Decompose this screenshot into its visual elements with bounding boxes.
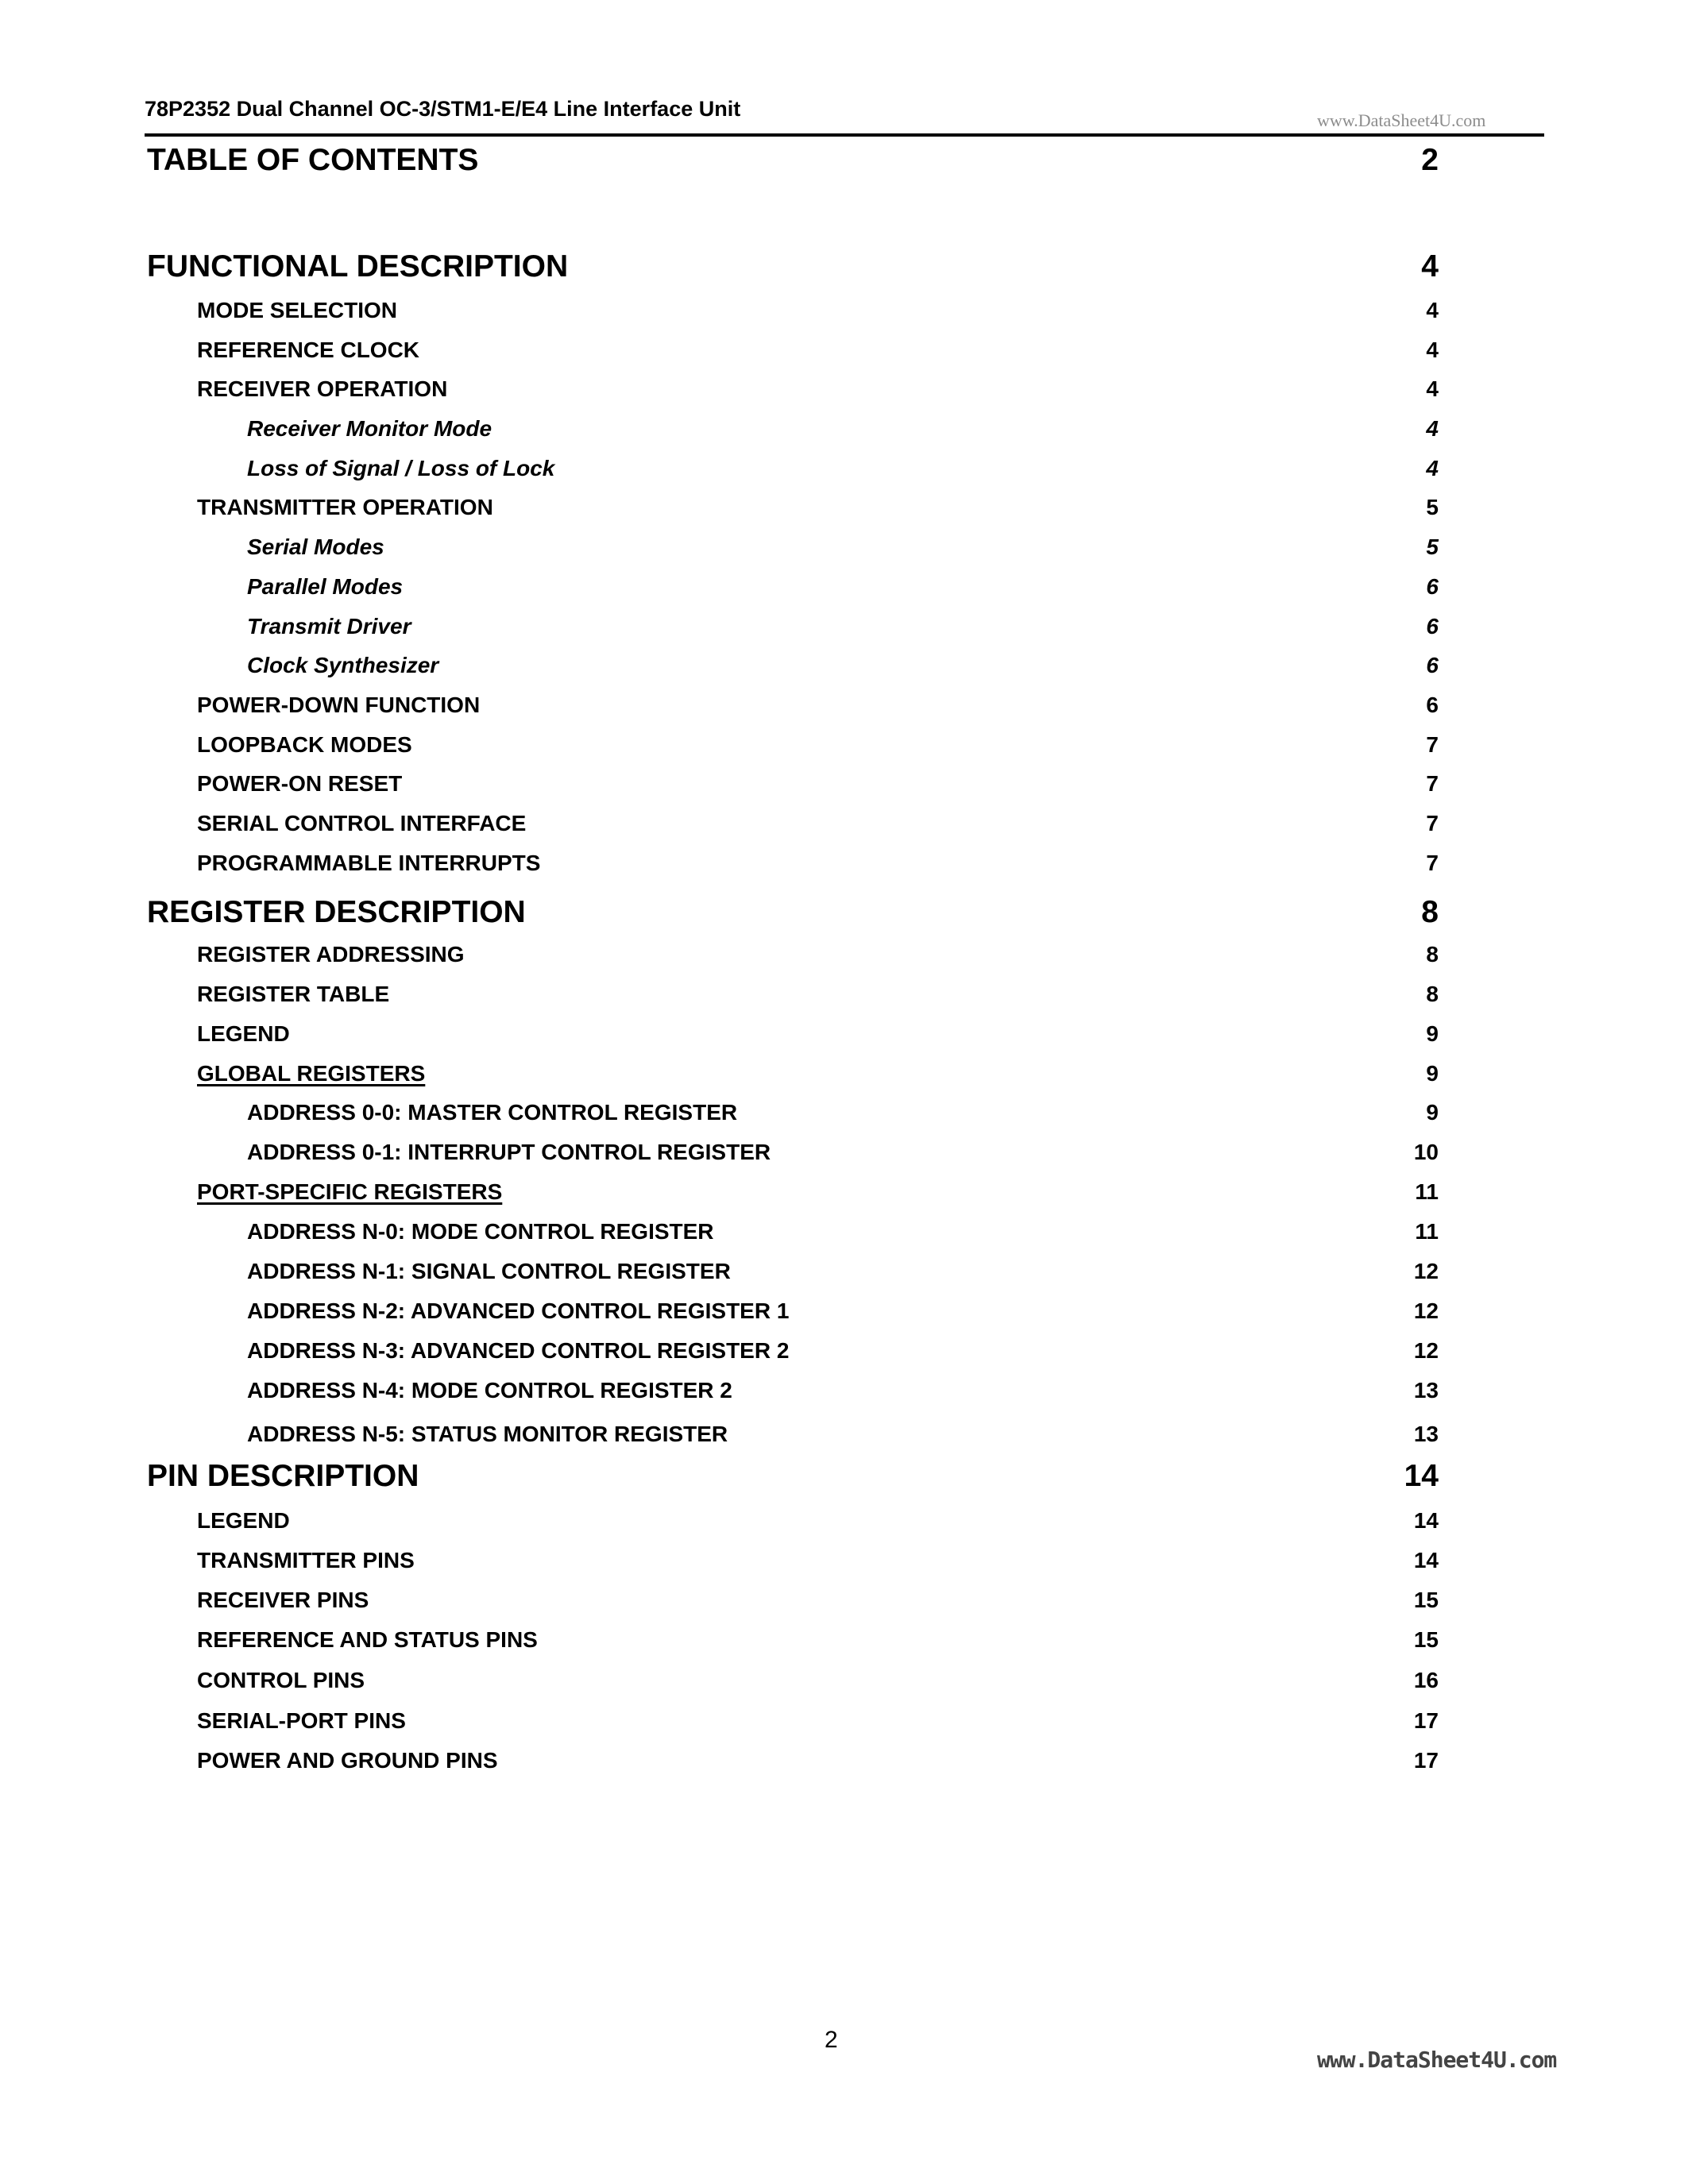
toc-entry-label[interactable]: GLOBAL REGISTERS [197, 1061, 426, 1086]
toc-entry[interactable] [0, 326, 1688, 361]
toc-entry-label[interactable]: Transmit Driver [247, 614, 411, 639]
toc-entry-label[interactable]: ADDRESS N-3: ADVANCED CONTROL REGISTER 2 [247, 1338, 790, 1363]
toc-entry-page[interactable]: 6 [1426, 653, 1439, 677]
toc-entry[interactable] [0, 1737, 1688, 1772]
toc-entry-label[interactable]: Receiver Monitor Mode [247, 416, 492, 441]
toc-entry[interactable] [0, 365, 1688, 400]
toc-entry-page[interactable]: 7 [1426, 771, 1439, 796]
toc-entry-label[interactable]: Parallel Modes [247, 574, 404, 599]
toc-entry-page[interactable]: 9 [1426, 1061, 1439, 1086]
toc-entry[interactable] [0, 405, 1688, 440]
toc-entry-label[interactable]: Loss of Signal / Loss of Lock [247, 456, 555, 480]
toc-entry-page[interactable]: 10 [1413, 1140, 1439, 1164]
toc-entry-label[interactable]: RECEIVER PINS [197, 1588, 369, 1612]
header-rule [145, 133, 1544, 137]
toc-entry[interactable] [0, 1410, 1688, 1445]
toc-entry-label[interactable]: ADDRESS 0-0: MASTER CONTROL REGISTER [247, 1100, 738, 1125]
toc-entry[interactable] [0, 1327, 1688, 1362]
toc-entry-label[interactable]: TRANSMITTER OPERATION [197, 495, 493, 519]
toc-entry-page[interactable]: 9 [1426, 1100, 1439, 1125]
toc-entry-label[interactable]: RECEIVER OPERATION [197, 376, 448, 401]
toc-entry[interactable] [0, 1010, 1688, 1045]
toc-entry[interactable] [0, 1089, 1688, 1124]
toc-entry-label[interactable]: LEGEND [197, 1021, 290, 1046]
toc-entry-label[interactable]: ADDRESS N-1: SIGNAL CONTROL REGISTER [247, 1259, 731, 1283]
toc-entry-page[interactable]: 4 [1426, 338, 1439, 362]
toc-entry-label[interactable]: MODE SELECTION [197, 298, 398, 322]
toc-entry-label[interactable]: REGISTER ADDRESSING [197, 942, 465, 967]
toc-entry-page[interactable]: 14 [1413, 1548, 1439, 1572]
toc-entry[interactable] [0, 1050, 1688, 1085]
toc-entry-page[interactable]: 17 [1413, 1708, 1439, 1733]
toc-entry-label[interactable]: LEGEND [197, 1508, 290, 1533]
toc-entry[interactable] [0, 1576, 1688, 1611]
toc-entry-label[interactable]: PORT-SPECIFIC REGISTERS [197, 1179, 503, 1204]
toc-entry[interactable] [0, 931, 1688, 966]
toc-entry[interactable] [0, 1616, 1688, 1651]
toc-entry-page[interactable]: 11 [1415, 1219, 1439, 1244]
toc-entry-page[interactable]: 17 [1413, 1748, 1439, 1773]
toc-entry-label[interactable]: SERIAL-PORT PINS [197, 1708, 406, 1733]
toc-entry-page[interactable]: 15 [1413, 1588, 1439, 1612]
toc-entry-label[interactable]: REFERENCE AND STATUS PINS [197, 1627, 538, 1652]
toc-entry[interactable] [0, 1537, 1688, 1572]
toc-entry-label[interactable]: REFERENCE CLOCK [197, 338, 420, 362]
toc-entry-page[interactable]: 2 [1421, 143, 1439, 177]
toc-entry-page[interactable]: 16 [1413, 1668, 1439, 1692]
toc-entry-label[interactable]: SERIAL CONTROL INTERFACE [197, 811, 527, 835]
toc-entry-label[interactable]: CONTROL PINS [197, 1668, 365, 1692]
toc-entry-page[interactable]: 4 [1426, 376, 1439, 401]
toc-entry[interactable] [0, 1287, 1688, 1322]
toc-entry-page[interactable]: 7 [1426, 732, 1439, 757]
toc-entry-page[interactable]: 7 [1426, 851, 1439, 875]
toc-entry[interactable] [0, 287, 1688, 322]
toc-entry-page[interactable]: 14 [1404, 1459, 1439, 1493]
toc-entry-page[interactable]: 12 [1413, 1298, 1439, 1323]
toc-entry-page[interactable]: 6 [1426, 614, 1439, 639]
toc-entry[interactable] [0, 1657, 1688, 1692]
toc-entry-page[interactable]: 5 [1426, 495, 1439, 519]
document-title: 78P2352 Dual Channel OC-3/STM1-E/E4 Line Interface Unit [145, 97, 741, 121]
toc-entry[interactable] [0, 1697, 1688, 1732]
toc-entry[interactable] [0, 484, 1688, 519]
toc-entry-page[interactable]: 4 [1426, 416, 1439, 441]
toc-entry-label[interactable]: REGISTER DESCRIPTION [147, 895, 526, 929]
toc-entry-label[interactable]: Clock Synthesizer [247, 653, 439, 677]
toc-entry-page[interactable]: 4 [1426, 456, 1439, 480]
toc-entry-page[interactable]: 8 [1426, 982, 1439, 1006]
toc-entry-label[interactable]: PROGRAMMABLE INTERRUPTS [197, 851, 541, 875]
toc-entry[interactable] [0, 681, 1688, 716]
toc-entry-label[interactable]: ADDRESS N-0: MODE CONTROL REGISTER [247, 1219, 714, 1244]
toc-entry-page[interactable]: 15 [1413, 1627, 1439, 1652]
toc-entry[interactable] [0, 839, 1688, 874]
toc-entry[interactable] [0, 800, 1688, 835]
toc-entry[interactable] [0, 760, 1688, 795]
toc-entry-label[interactable]: ADDRESS 0-1: INTERRUPT CONTROL REGISTER [247, 1140, 771, 1164]
toc-entry[interactable] [0, 523, 1688, 558]
toc-entry[interactable] [0, 721, 1688, 756]
toc-entry-page[interactable]: 8 [1421, 895, 1439, 929]
toc-entry-page[interactable]: 8 [1426, 942, 1439, 967]
toc-entry-label[interactable]: POWER-ON RESET [197, 771, 403, 796]
toc-entry[interactable] [0, 1129, 1688, 1163]
toc-entry[interactable] [0, 247, 1688, 282]
toc-entry-page[interactable]: 14 [1413, 1508, 1439, 1533]
toc-entry-label[interactable]: POWER-DOWN FUNCTION [197, 693, 481, 717]
toc-entry[interactable] [0, 642, 1688, 677]
toc-entry[interactable] [0, 141, 1688, 176]
footer-watermark: www.DataSheet4U.com [1317, 2047, 1557, 2073]
toc-entry[interactable] [0, 445, 1688, 480]
toc-entry-label[interactable]: REGISTER TABLE [197, 982, 390, 1006]
toc-entry-label[interactable]: ADDRESS N-4: MODE CONTROL REGISTER 2 [247, 1378, 732, 1403]
toc-entry-page[interactable]: 11 [1415, 1179, 1439, 1204]
toc-entry[interactable] [0, 603, 1688, 638]
toc-entry-label[interactable]: ADDRESS N-5: STATUS MONITOR REGISTER [247, 1422, 728, 1446]
toc-entry-label[interactable]: LOOPBACK MODES [197, 732, 412, 757]
toc-entry[interactable] [0, 563, 1688, 598]
toc-entry[interactable] [0, 1497, 1688, 1532]
page-number: 2 [825, 2027, 838, 2053]
toc-entry[interactable] [0, 1248, 1688, 1283]
toc-entry-page[interactable]: 6 [1426, 574, 1439, 599]
toc-entry-label[interactable]: FUNCTIONAL DESCRIPTION [147, 249, 569, 284]
toc-entry-page[interactable]: 12 [1413, 1338, 1439, 1363]
toc-entry-label[interactable]: POWER AND GROUND PINS [197, 1748, 498, 1773]
toc-entry-label[interactable]: TABLE OF CONTENTS [147, 143, 479, 177]
toc-entry-label[interactable]: ADDRESS N-2: ADVANCED CONTROL REGISTER 1 [247, 1298, 790, 1323]
toc-entry-page[interactable]: 5 [1426, 534, 1439, 559]
toc-entry-label[interactable]: PIN DESCRIPTION [147, 1459, 419, 1493]
header-watermark: www.DataSheet4U.com [1317, 110, 1486, 130]
toc-entry[interactable] [0, 1208, 1688, 1243]
toc-entry-page[interactable]: 13 [1413, 1422, 1439, 1446]
toc-entry-page[interactable]: 7 [1426, 811, 1439, 835]
toc-entry-page[interactable]: 6 [1426, 693, 1439, 717]
toc-entry[interactable] [0, 970, 1688, 1005]
toc-entry-page[interactable]: 13 [1413, 1378, 1439, 1403]
toc-entry-label[interactable]: Serial Modes [247, 534, 384, 559]
toc-entry[interactable] [0, 893, 1688, 928]
toc-entry-page[interactable]: 9 [1426, 1021, 1439, 1046]
toc-entry-label[interactable]: TRANSMITTER PINS [197, 1548, 415, 1572]
toc-entry[interactable] [0, 1457, 1688, 1491]
toc-entry-page[interactable]: 4 [1421, 249, 1439, 284]
toc-entry-page[interactable]: 12 [1413, 1259, 1439, 1283]
toc-entry[interactable] [0, 1367, 1688, 1402]
toc-entry[interactable] [0, 1168, 1688, 1203]
toc-entry-page[interactable]: 4 [1426, 298, 1439, 322]
